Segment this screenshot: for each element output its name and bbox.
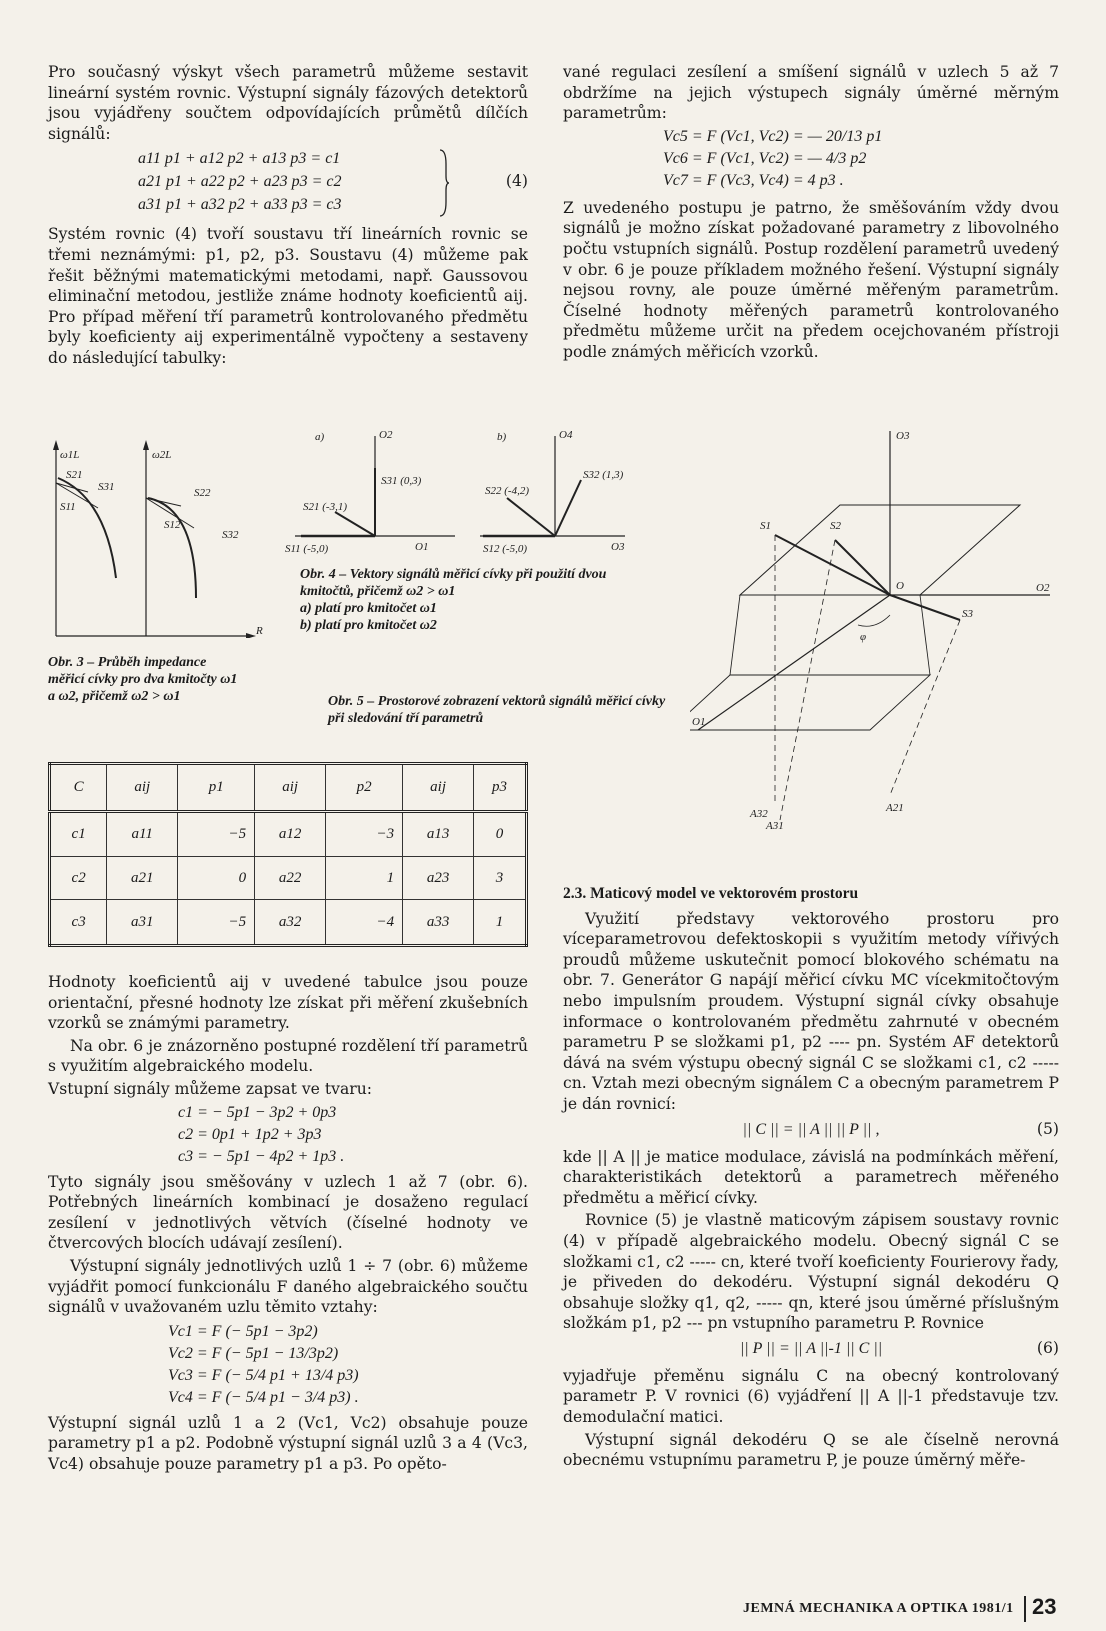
- table-cell: a22: [255, 857, 326, 900]
- equation: a21 p1 + a22 p2 + a23 p3 = c2: [138, 173, 342, 191]
- table-cell: a13: [403, 811, 474, 857]
- equation: || P || = || A ||-1 || C ||: [739, 1339, 883, 1357]
- point-label: A21: [886, 802, 904, 814]
- table-cell: a33: [403, 900, 474, 946]
- paragraph: Systém rovnic (4) tvoří soustavu tří lineárních rovnic se třemi neznámými: p1, p2, p3. Soustavu (4) můžeme pak řešit běžnými matematickými metodami, např. Gaussovou eliminační metodou, jestliže známe hodnoty koeficientů aij. Pro případ měření tří parametrů kontrolovaného předmětu byly koeficienty aij experimentálně vypočteny a sestaveny do následující tabulky:: [48, 225, 528, 367]
- vector-label: S21: [66, 469, 83, 481]
- table-header-row: [50, 764, 527, 812]
- impedance-plot: [46, 438, 266, 638]
- vector-label: S12 (-5,0): [483, 543, 527, 555]
- axis-label: O4: [559, 429, 573, 441]
- equation: c1 = − 5p1 − 3p2 + 0p3: [178, 1103, 337, 1121]
- equation-system-4: [48, 148, 528, 218]
- paragraph: Na obr. 6 je znázorněno postupné rozdělení tří parametrů s využitím algebraického modelu.: [48, 1036, 528, 1076]
- table-cell: a21: [107, 857, 178, 900]
- equation: Vc3 = F (− 5/4 p1 + 13/4 p3): [168, 1366, 359, 1384]
- equation-number: (5): [1036, 1119, 1059, 1138]
- equation: Vc4 = F (− 5/4 p1 − 3/4 p3) .: [168, 1388, 359, 1406]
- equation-6: [563, 1338, 1059, 1362]
- table-header-cell: aij: [107, 764, 178, 812]
- 3d-vector-diagram: [690, 425, 1065, 855]
- table-cell: −5: [178, 811, 255, 857]
- vector-label: S31 (0,3): [381, 475, 422, 487]
- vector-label: S32 (1,3): [583, 469, 624, 481]
- equation: Vc1 = F (− 5p1 − 3p2): [168, 1322, 318, 1340]
- right-column-bottom: [563, 884, 1059, 1473]
- paragraph: Z uvedeného postupu je patrno, že směšováním vždy dvou signálů je možno získat požadované parametry z libovolného počtu vstupních signálů. Postup rozdělení parametrů uvedený v obr. 6 je pouze příkladem možného řešení. Výstupní signály nejsou rovny, ale pouze úměrné měřeným parametrům. Číselné hodnoty měřených parametrů kontrolovaného předmětu můžeme určit na předem ocejchovaném přístroji podle známých měřicích vzorků.: [563, 198, 1059, 361]
- vector-label: S3: [962, 608, 973, 620]
- brace-icon: [438, 148, 450, 218]
- angle-label: φ: [860, 631, 867, 643]
- paragraph: vyjadřuje přeměnu signálu C na obecný kontrolovaný parametr P. V rovnici (6) vyjádření || A ||-1 představuje tzv. demodulační matici.: [563, 1366, 1059, 1427]
- table-row: [50, 900, 527, 946]
- axis-label: ω2L: [152, 449, 172, 461]
- page-number: 23: [1032, 1594, 1057, 1619]
- paragraph: Tyto signály jsou směšovány v uzlech 1 až 7 (obr. 6). Potřebných lineárních kombinací je dosaženo regulací zesílení v jednotlivých větvích (číselné hodnoty ve čtvercových blocích udávají zesílení).: [48, 1172, 528, 1253]
- equation: Vc2 = F (− 5p1 − 13/3p2): [168, 1344, 339, 1362]
- paragraph: Vstupní signály můžeme zapsat ve tvaru:: [48, 1079, 372, 1098]
- paragraph: Hodnoty koeficientů aij v uvedené tabulce jsou pouze orientační, přesné hodnoty lze získat při měření zkušebních vzorků se známými parametry.: [48, 973, 528, 1033]
- table-header-cell: p1: [178, 764, 255, 812]
- output-equations: [663, 126, 1059, 192]
- equation-number: (6): [1036, 1338, 1059, 1357]
- axis-label: O2: [1036, 582, 1050, 594]
- axis-label: O3: [896, 430, 910, 442]
- origin-label: O: [896, 580, 904, 592]
- table-cell: c3: [50, 900, 107, 946]
- table-header-cell: C: [50, 764, 107, 812]
- paragraph: kde || A || je matice modulace, závislá na podmínkách měření, charakteristikách detektorů a parametrech měřeného předmětu a měřicí cívky.: [563, 1147, 1059, 1207]
- vector-label: S1: [760, 520, 771, 532]
- caption-line: Obr. 4 – Vektory signálů měřicí cívky při použití dvou kmitočtů, přičemž ω2 > ω1: [300, 567, 607, 599]
- equation: Vc7 = F (Vc3, Vc4) = 4 p3 .: [663, 171, 844, 189]
- table-header-cell: aij: [255, 764, 326, 812]
- equation: Vc5 = F (Vc1, Vc2) = — 20/13 p1: [663, 127, 883, 145]
- figure-3: [46, 438, 266, 638]
- left-column-bottom: [48, 972, 528, 1477]
- caption-figure-3: Obr. 3 – Průběh impedance měřicí cívky pro dva kmitočty ω1 a ω2, přičemž ω2 > ω1: [48, 655, 238, 704]
- paragraph: Pro současný výskyt všech parametrů můžeme sestavit lineární systém rovnic. Výstupní signály fázových detektorů jsou vyjádřeny součtem odpovídajících průmětů dílčích signálů:: [48, 63, 528, 143]
- paragraph: Rovnice (5) je vlastně maticovým zápisem soustavy rovnic (4) v případě algebraického modelu. Obecný signál C se složkami c1, c2 ----- cn, které tvoří koeficienty Fourierovy řady, je přiveden do dekodéru. Výstupní signál dekodéru Q obsahuje složky q1, q2, ----- qn, které jsou úměrné příslušným složkám p1, p2 --- pn vstupního parametru P. Rovnice: [563, 1211, 1059, 1333]
- journal-footer: JEMNÁ MECHANIKA A OPTIKA 1981/1: [743, 1601, 1014, 1616]
- caption-figure-4: [300, 566, 650, 634]
- point-label: A32: [750, 808, 768, 820]
- paragraph: Výstupní signály jednotlivých uzlů 1 ÷ 7 (obr. 6) můžeme vyjádřit pomocí funkcionálu F daného algebraického součtu signálů v uvažovaném uzlu těmito vztahy:: [48, 1256, 528, 1317]
- table-cell: c1: [50, 811, 107, 857]
- vector-label: S32: [222, 529, 239, 541]
- paragraph: Výstupní signál uzlů 1 a 2 (Vc1, Vc2) obsahuje pouze parametry p1 a p2. Podobně výstupní signál uzlů 3 a 4 (Vc3, Vc4) obsahuje pouze parametry p1 a p3. Po opěto-: [48, 1413, 528, 1473]
- vector-label: S21 (-3,1): [303, 501, 347, 513]
- axis-label: O1: [415, 541, 429, 553]
- right-column-top: [563, 62, 1059, 365]
- paragraph: Využití představy vektorového prostoru pro víceparametrovou defektoskopii s využitím metody vířivých proudů můžeme uskutečnit pomocí blokového schématu na obr. 7. Generátor G napájí měřicí cívku MC vícekmitočtovým nebo impulsním proudem. Výstupní signál cívky obsahuje informace o kontrolovaném předmětu zahrnuté v obecném parametru P se složkami p1, p2 ---- pn. Systém AF detektorů dává na svém výstupu obecný signál C se složkami c1, c2 ----- cn. Vztah mezi obecným signálem C a obecným parametrem P je dán rovnicí:: [563, 909, 1059, 1113]
- equation: a31 p1 + a32 p2 + a33 p3 = c3: [138, 196, 342, 214]
- equation: Vc6 = F (Vc1, Vc2) = — 4/3 p2: [663, 149, 867, 167]
- node-equations: [168, 1321, 528, 1409]
- table-cell: 0: [178, 857, 255, 900]
- vector-diagram: [285, 428, 645, 558]
- table-cell: 1: [326, 857, 403, 900]
- vector-label: S11: [60, 501, 76, 513]
- caption-line: b) platí pro kmitočet ω2: [300, 618, 437, 633]
- axis-label: O2: [379, 429, 393, 441]
- table-cell: −3: [326, 811, 403, 857]
- coefficient-table: [48, 762, 528, 947]
- vector-label: S11 (-5,0): [285, 543, 329, 555]
- axis-label: O3: [611, 541, 625, 553]
- table-header-cell: p3: [474, 764, 527, 812]
- equation: a11 p1 + a12 p2 + a13 p3 = c1: [138, 150, 341, 168]
- figure-4: [285, 428, 645, 558]
- point-label: A31: [766, 820, 784, 832]
- table-cell: a11: [107, 811, 178, 857]
- table-cell: −5: [178, 900, 255, 946]
- table-cell: a32: [255, 900, 326, 946]
- table-cell: 0: [474, 811, 527, 857]
- vector-label: S31: [98, 481, 115, 493]
- table-cell: c2: [50, 857, 107, 900]
- section-heading: 2.3. Maticový model ve vektorovém prostoru: [563, 885, 859, 902]
- equation: c3 = − 5p1 − 4p2 + 1p3 .: [178, 1147, 345, 1165]
- table-row: [50, 811, 527, 857]
- table-header-cell: p2: [326, 764, 403, 812]
- caption-figure-5: Obr. 5 – Prostorové zobrazení vektorů signálů měřicí cívky při sledování tří parametrů: [328, 694, 666, 726]
- axis-label: R: [256, 625, 263, 637]
- equation-number: (4): [505, 172, 528, 191]
- equation: || C || = || A || || P || ,: [742, 1120, 880, 1138]
- input-equations: [178, 1102, 528, 1168]
- figure-5: [690, 425, 1065, 855]
- vector-label: S2: [830, 520, 841, 532]
- table-cell: a31: [107, 900, 178, 946]
- axis-label: ω1L: [60, 449, 80, 461]
- panel-label: b): [497, 431, 507, 443]
- table-cell: 3: [474, 857, 527, 900]
- paragraph: Výstupní signál dekodéru Q se ale číselně nerovná obecnému vstupnímu parametru P, je pouze úměrný měře-: [563, 1430, 1059, 1470]
- table-row: [50, 857, 527, 900]
- vector-label: S22 (-4,2): [485, 485, 529, 497]
- paragraph: vané regulaci zesílení a smíšení signálů v uzlech 5 až 7 obdržíme na jejich výstupech signály úměrné měrným parametrům:: [563, 63, 1059, 123]
- left-column-top: [48, 62, 528, 371]
- vector-label: S12: [164, 519, 181, 531]
- table-header-cell: aij: [403, 764, 474, 812]
- table-cell: 1: [474, 900, 527, 946]
- table-cell: a12: [255, 811, 326, 857]
- equation-5: [563, 1119, 1059, 1143]
- caption-line: a) platí pro kmitočet ω1: [300, 601, 437, 616]
- footer-divider: [1024, 1596, 1026, 1622]
- table-cell: a23: [403, 857, 474, 900]
- equation: c2 = 0p1 + 1p2 + 3p3: [178, 1125, 322, 1143]
- panel-label: a): [315, 431, 325, 443]
- axis-label: O1: [692, 716, 706, 728]
- table-cell: −4: [326, 900, 403, 946]
- vector-label: S22: [194, 487, 211, 499]
